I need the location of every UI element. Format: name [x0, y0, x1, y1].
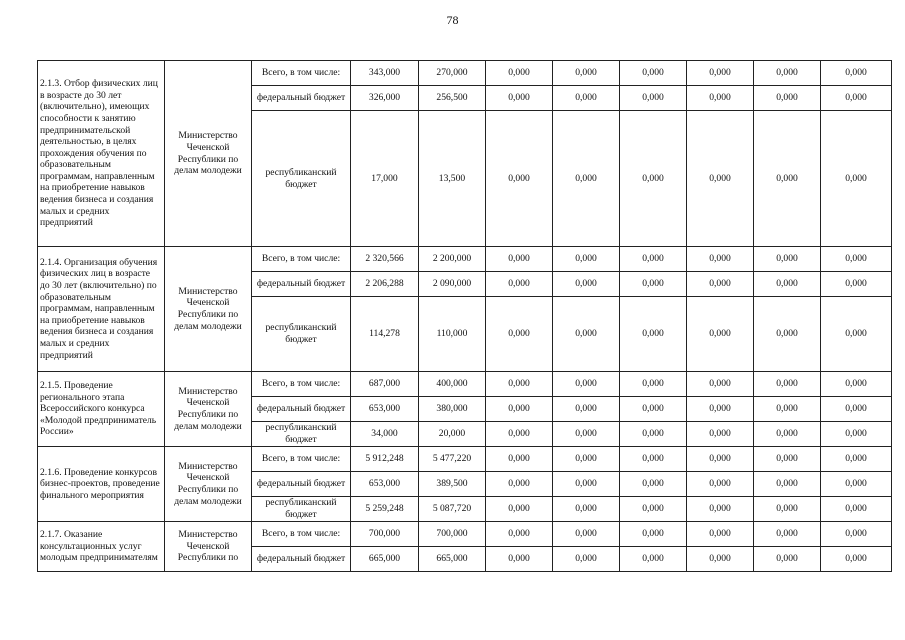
amount-cell: 0,000	[754, 111, 821, 247]
funding-source: Всего, в том числе:	[252, 247, 351, 272]
amount-cell: 256,500	[419, 86, 486, 111]
amount-cell: 0,000	[486, 111, 553, 247]
amount-cell: 0,000	[620, 397, 687, 422]
amount-cell: 0,000	[754, 472, 821, 497]
amount-cell: 380,000	[419, 397, 486, 422]
amount-cell: 0,000	[486, 472, 553, 497]
amount-cell: 0,000	[486, 397, 553, 422]
responsible-executor: Министерство Чеченской Республики по делам молодежи	[165, 372, 252, 447]
funding-source: Всего, в том числе:	[252, 372, 351, 397]
table-row	[38, 372, 892, 397]
amount-cell: 0,000	[687, 61, 754, 86]
amount-cell: 0,000	[821, 272, 892, 297]
amount-cell: 0,000	[821, 86, 892, 111]
amount-cell: 5 912,248	[351, 447, 419, 472]
amount-cell: 0,000	[821, 61, 892, 86]
amount-cell: 0,000	[754, 547, 821, 572]
amount-cell: 0,000	[553, 247, 620, 272]
amount-cell: 0,000	[553, 522, 620, 547]
amount-cell: 0,000	[553, 86, 620, 111]
amount-cell: 0,000	[821, 447, 892, 472]
amount-cell: 0,000	[687, 297, 754, 372]
amount-cell: 0,000	[687, 422, 754, 447]
amount-cell: 114,278	[351, 297, 419, 372]
amount-cell: 700,000	[419, 522, 486, 547]
amount-cell: 665,000	[351, 547, 419, 572]
responsible-executor: Министерство Чеченской Республики по делам молодежи	[165, 61, 252, 247]
page-number: 78	[446, 13, 459, 27]
budget-table	[37, 60, 892, 572]
amount-cell: 0,000	[754, 397, 821, 422]
amount-cell: 0,000	[821, 111, 892, 247]
measure-name: 2.1.4. Организация обучения физических лиц в возрасте до 30 лет (включительно) по образовательным программам, направленным на приобретение навыков ведения бизнеса и создания малых и средних предприятий	[38, 247, 165, 372]
amount-cell: 0,000	[687, 447, 754, 472]
amount-cell: 0,000	[553, 61, 620, 86]
amount-cell: 0,000	[687, 472, 754, 497]
amount-cell: 0,000	[553, 447, 620, 472]
funding-source: федеральный бюджет	[252, 547, 351, 572]
amount-cell: 0,000	[754, 86, 821, 111]
amount-cell: 0,000	[821, 297, 892, 372]
amount-cell: 653,000	[351, 397, 419, 422]
amount-cell: 0,000	[687, 272, 754, 297]
amount-cell: 0,000	[687, 372, 754, 397]
amount-cell: 0,000	[486, 522, 553, 547]
amount-cell: 17,000	[351, 111, 419, 247]
amount-cell: 700,000	[351, 522, 419, 547]
amount-cell: 0,000	[553, 297, 620, 372]
amount-cell: 20,000	[419, 422, 486, 447]
amount-cell: 2 206,288	[351, 272, 419, 297]
amount-cell: 110,000	[419, 297, 486, 372]
funding-source: федеральный бюджет	[252, 86, 351, 111]
funding-source: республиканский бюджет	[252, 422, 351, 447]
amount-cell: 0,000	[620, 61, 687, 86]
amount-cell: 0,000	[754, 272, 821, 297]
amount-cell: 2 090,000	[419, 272, 486, 297]
table-row	[38, 447, 892, 472]
amount-cell: 0,000	[754, 61, 821, 86]
amount-cell: 0,000	[553, 547, 620, 572]
amount-cell: 653,000	[351, 472, 419, 497]
table-row	[38, 522, 892, 547]
funding-source: республиканский бюджет	[252, 111, 351, 247]
amount-cell: 0,000	[620, 372, 687, 397]
amount-cell: 0,000	[821, 547, 892, 572]
amount-cell: 0,000	[486, 372, 553, 397]
amount-cell: 34,000	[351, 422, 419, 447]
amount-cell: 5 259,248	[351, 497, 419, 522]
amount-cell: 0,000	[486, 272, 553, 297]
measure-name: 2.1.7. Оказание консультационных услуг молодым предпринимателям	[38, 522, 165, 572]
funding-source: Всего, в том числе:	[252, 447, 351, 472]
amount-cell: 5 087,720	[419, 497, 486, 522]
amount-cell: 0,000	[553, 372, 620, 397]
amount-cell: 0,000	[620, 272, 687, 297]
amount-cell: 0,000	[486, 86, 553, 111]
amount-cell: 0,000	[687, 247, 754, 272]
amount-cell: 0,000	[821, 522, 892, 547]
amount-cell: 0,000	[620, 247, 687, 272]
amount-cell: 665,000	[419, 547, 486, 572]
amount-cell: 0,000	[821, 397, 892, 422]
funding-source: республиканский бюджет	[252, 297, 351, 372]
amount-cell: 0,000	[620, 522, 687, 547]
amount-cell: 0,000	[553, 397, 620, 422]
amount-cell: 0,000	[821, 422, 892, 447]
amount-cell: 687,000	[351, 372, 419, 397]
amount-cell: 0,000	[821, 472, 892, 497]
amount-cell: 0,000	[687, 86, 754, 111]
funding-source: Всего, в том числе:	[252, 522, 351, 547]
amount-cell: 0,000	[754, 297, 821, 372]
amount-cell: 0,000	[486, 422, 553, 447]
amount-cell: 0,000	[687, 497, 754, 522]
funding-source: федеральный бюджет	[252, 397, 351, 422]
amount-cell: 0,000	[821, 497, 892, 522]
responsible-executor: Министерство Чеченской Республики по делам молодежи	[165, 447, 252, 522]
amount-cell: 0,000	[553, 422, 620, 447]
measure-name: 2.1.3. Отбор физических лиц в возрасте до 30 лет (включительно), имеющих способности к занятию предпринимательской деятельностью, в целях прохождения обучения по образовательным программам, направленным на приобретение навыков ведения бизнеса и создания малых и средних предприятий	[38, 61, 165, 247]
amount-cell: 0,000	[620, 297, 687, 372]
amount-cell: 400,000	[419, 372, 486, 397]
measure-name: 2.1.5. Проведение регионального этапа Всероссийского конкурса «Молодой предприниматель России»	[38, 372, 165, 447]
amount-cell: 0,000	[620, 472, 687, 497]
amount-cell: 270,000	[419, 61, 486, 86]
responsible-executor: Министерство Чеченской Республики по делам молодежи	[165, 247, 252, 372]
amount-cell: 0,000	[620, 111, 687, 247]
funding-source: федеральный бюджет	[252, 272, 351, 297]
amount-cell: 2 200,000	[419, 247, 486, 272]
amount-cell: 0,000	[620, 547, 687, 572]
amount-cell: 0,000	[754, 372, 821, 397]
amount-cell: 0,000	[486, 447, 553, 472]
amount-cell: 0,000	[486, 247, 553, 272]
amount-cell: 343,000	[351, 61, 419, 86]
amount-cell: 0,000	[620, 447, 687, 472]
table-row	[38, 61, 892, 86]
amount-cell: 0,000	[687, 397, 754, 422]
amount-cell: 13,500	[419, 111, 486, 247]
amount-cell: 0,000	[687, 547, 754, 572]
amount-cell: 326,000	[351, 86, 419, 111]
funding-source: республиканский бюджет	[252, 497, 351, 522]
amount-cell: 0,000	[620, 422, 687, 447]
amount-cell: 5 477,220	[419, 447, 486, 472]
amount-cell: 0,000	[687, 111, 754, 247]
amount-cell: 0,000	[754, 247, 821, 272]
amount-cell: 0,000	[754, 447, 821, 472]
amount-cell: 0,000	[486, 497, 553, 522]
amount-cell: 0,000	[620, 86, 687, 111]
amount-cell: 0,000	[553, 497, 620, 522]
responsible-executor: Министерство Чеченской Республики по	[165, 522, 252, 572]
amount-cell: 0,000	[553, 111, 620, 247]
amount-cell: 0,000	[754, 522, 821, 547]
amount-cell: 0,000	[486, 547, 553, 572]
amount-cell: 0,000	[486, 61, 553, 86]
amount-cell: 0,000	[486, 297, 553, 372]
amount-cell: 0,000	[620, 497, 687, 522]
funding-source: федеральный бюджет	[252, 472, 351, 497]
amount-cell: 0,000	[821, 247, 892, 272]
amount-cell: 0,000	[553, 472, 620, 497]
amount-cell: 2 320,566	[351, 247, 419, 272]
measure-name: 2.1.6. Проведение конкурсов бизнес-проектов, проведение финального мероприятия	[38, 447, 165, 522]
table-row	[38, 247, 892, 272]
funding-source: Всего, в том числе:	[252, 61, 351, 86]
amount-cell: 389,500	[419, 472, 486, 497]
amount-cell: 0,000	[754, 497, 821, 522]
amount-cell: 0,000	[754, 422, 821, 447]
amount-cell: 0,000	[821, 372, 892, 397]
amount-cell: 0,000	[687, 522, 754, 547]
amount-cell: 0,000	[553, 272, 620, 297]
